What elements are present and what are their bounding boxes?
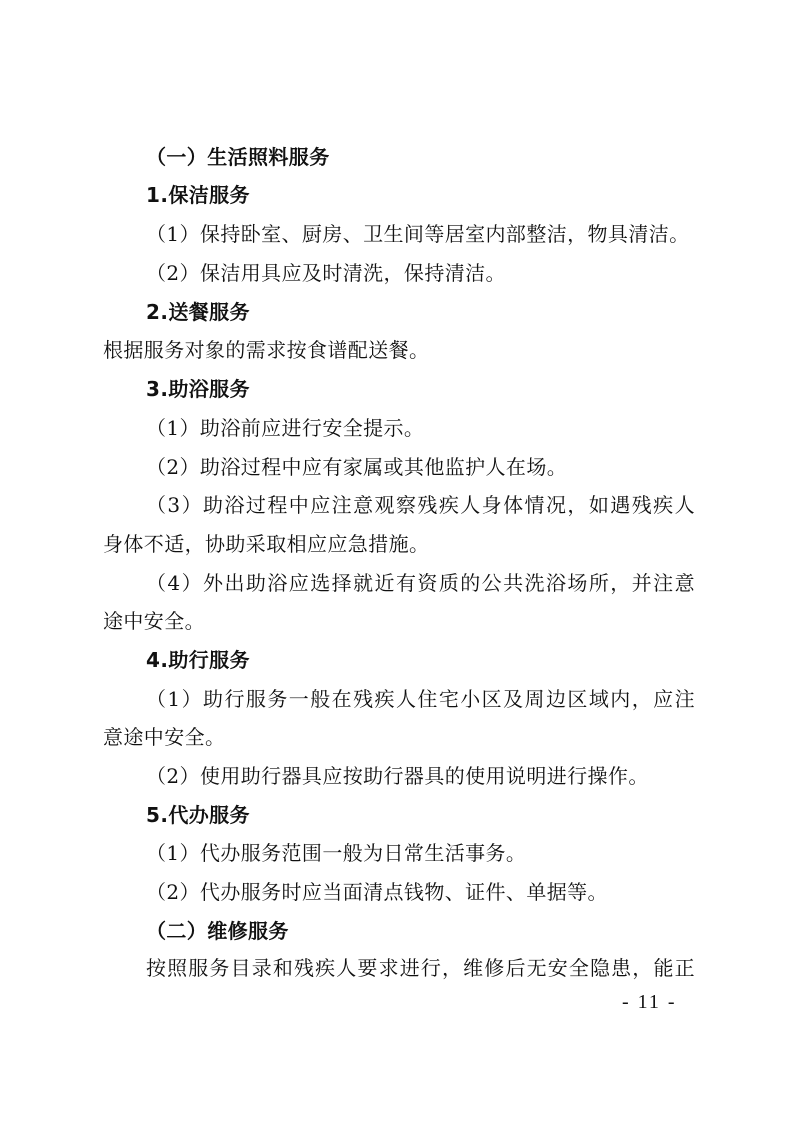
- paragraph-line: （1）助行服务一般在残疾人住宅小区及周边区域内，应注: [146, 687, 695, 711]
- paragraph-line: 按照服务目录和残疾人要求进行，维修后无安全隐患，能正: [146, 956, 695, 980]
- paragraph-line: （1）代办服务范围一般为日常生活事务。: [146, 841, 527, 865]
- paragraph-line: （2）代办服务时应当面清点钱物、证件、单据等。: [146, 880, 608, 904]
- section-heading-maintenance: （二）维修服务: [146, 919, 289, 943]
- paragraph-line: 身体不适，协助采取相应应急措施。: [103, 532, 430, 556]
- paragraph-line: （2）使用助行器具应按助行器具的使用说明进行操作。: [146, 764, 649, 788]
- paragraph-line: 途中安全。: [103, 609, 205, 633]
- subheading-meal-delivery: 2.送餐服务: [146, 300, 250, 324]
- paragraph-line: 意途中安全。: [103, 725, 226, 749]
- section-heading-daily-care: （一）生活照料服务: [146, 145, 330, 169]
- paragraph-line: （4）外出助浴应选择就近有资质的公共洗浴场所，并注意: [146, 571, 695, 595]
- paragraph-line: （1）助浴前应进行安全提示。: [146, 416, 425, 440]
- paragraph-line: （1）保持卧室、厨房、卫生间等居室内部整洁，物具清洁。: [146, 222, 690, 246]
- page-number: - 11 -: [622, 991, 677, 1013]
- subheading-walking-assistance: 4.助行服务: [146, 648, 250, 672]
- paragraph-line: （3）助浴过程中应注意观察残疾人身体情况，如遇残疾人: [146, 493, 695, 517]
- subheading-bathing-assistance: 3.助浴服务: [146, 377, 250, 401]
- paragraph-line: （2）保洁用具应及时清洗，保持清洁。: [146, 261, 506, 285]
- paragraph-line: （2）助浴过程中应有家属或其他监护人在场。: [146, 455, 568, 479]
- subheading-errand-service: 5.代办服务: [146, 803, 250, 827]
- subheading-cleaning-service: 1.保洁服务: [146, 183, 250, 207]
- paragraph-line: 根据服务对象的需求按食谱配送餐。: [103, 338, 430, 362]
